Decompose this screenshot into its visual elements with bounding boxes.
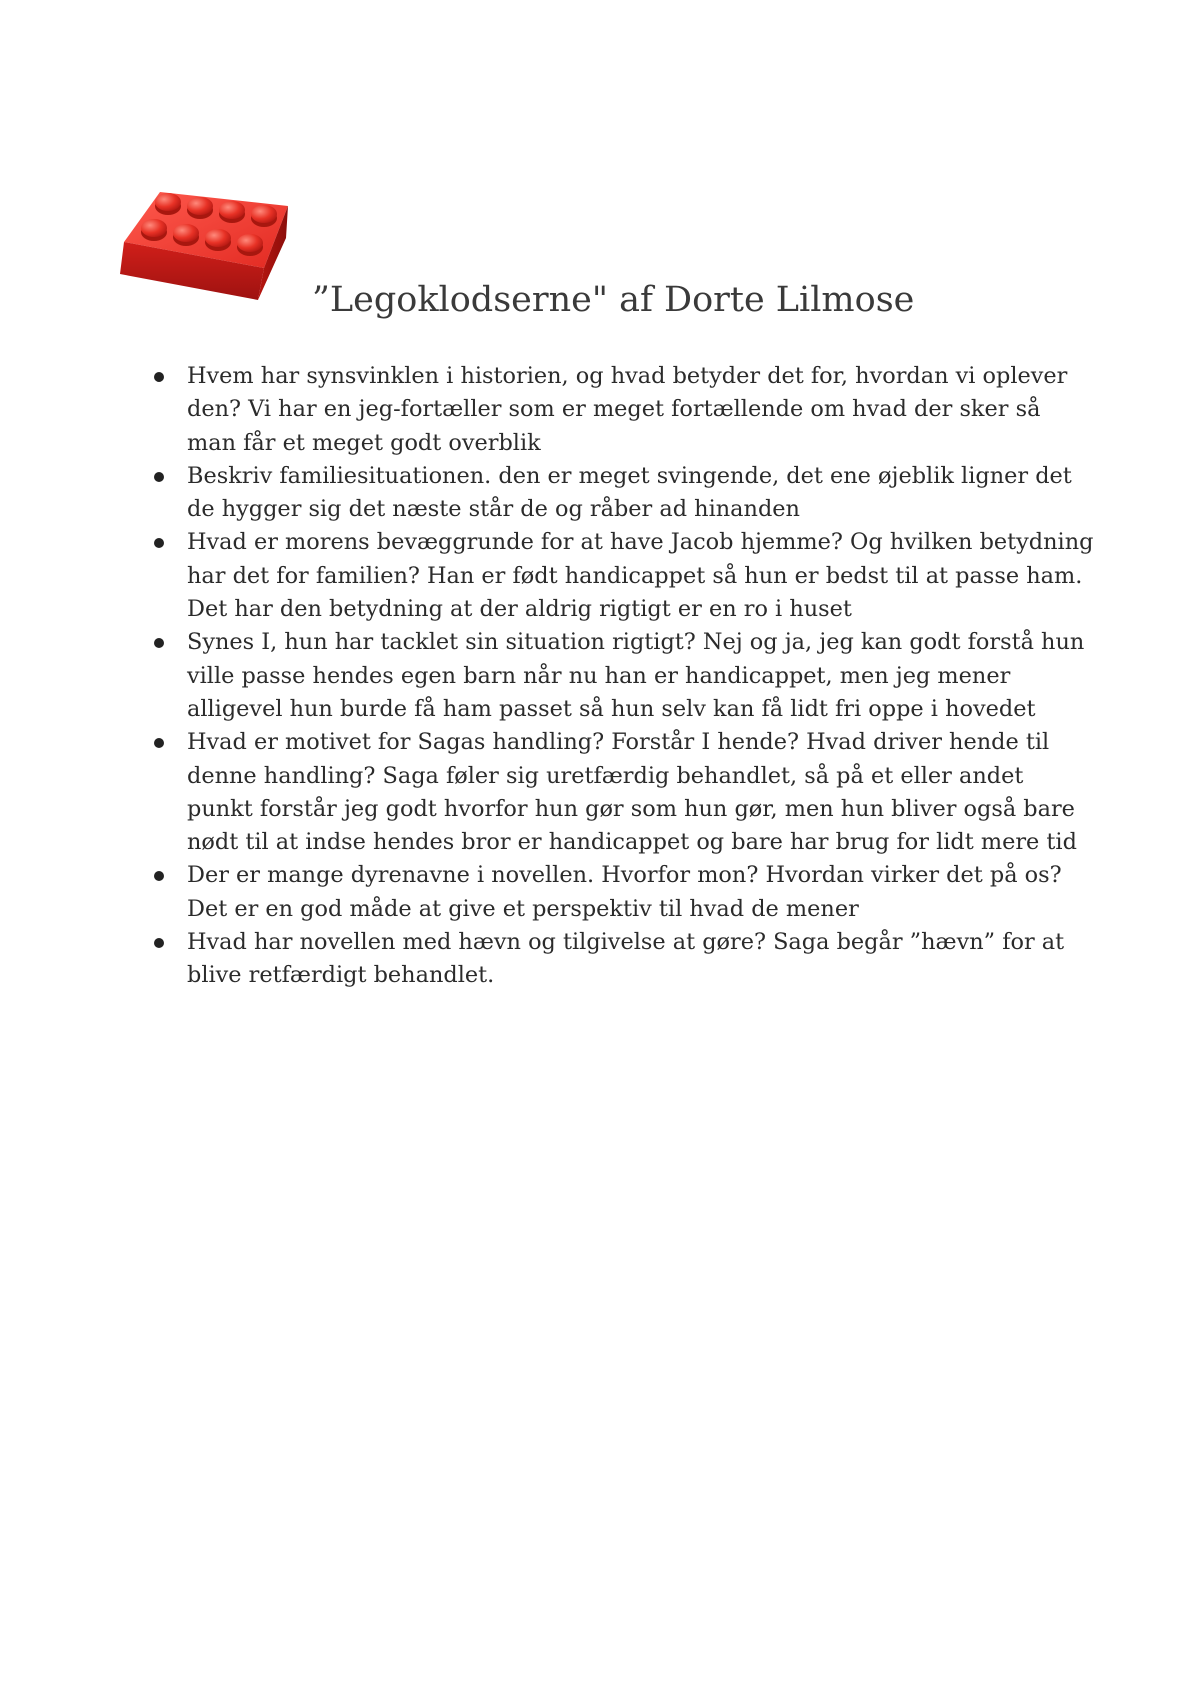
bullet-dot-icon	[154, 472, 164, 482]
bullet-dot-icon	[154, 871, 164, 881]
list-item-text: Synes I, hun har tacklet sin situation rigtigt? Nej og ja, jeg kan godt forstå hun ville passe hendes egen barn når nu han er handicappet, men jeg mener alligevel hun burde få ham passet så hun selv kan få lidt fri oppe i hovedet	[187, 629, 1085, 722]
list-item	[150, 726, 1095, 859]
lego-brick-image	[118, 180, 308, 320]
bullet-dot-icon	[154, 738, 164, 748]
list-item-text: Hvad er motivet for Sagas handling? Forstår I hende? Hvad driver hende til denne handling? Saga føler sig uretfærdig behandlet, så på et eller andet punkt forstår jeg godt hvorfor hun gør som hun gør, men hun bliver også bare nødt til at indse hendes bror er handicappet og bare har brug for lidt mere tid	[187, 729, 1077, 856]
list-item-text: Hvad er morens bevæggrunde for at have Jacob hjemme? Og hvilken betydning har det for familien? Han er født handicappet så hun er bedst til at passe ham. Det har den betydning at der aldrig rigtigt er en ro i huset	[187, 529, 1094, 623]
list-item-text: Beskriv familiesituationen. den er meget svingende, det ene øjeblik ligner det de hygger sig det næste står de og råber ad hinanden	[187, 462, 1072, 523]
bullet-dot-icon	[154, 372, 164, 382]
bullet-dot-icon	[154, 538, 164, 548]
list-item-text: Der er mange dyrenavne i novellen. Hvorfor mon? Hvordan virker det på os? Det er en god måde at give et perspektiv til hvad de mener	[187, 862, 1062, 922]
list-item-text: Hvem har synsvinklen i historien, og hvad betyder det for, hvordan vi oplever den? Vi har en jeg-fortæller som er meget fortællende om hvad der sker så man får et meget godt overblik	[187, 363, 1068, 456]
question-list	[150, 360, 1095, 993]
list-item	[150, 460, 1095, 527]
bullet-dot-icon	[154, 638, 164, 648]
list-item	[150, 526, 1095, 626]
document-title: ”Legoklodserne" af Dorte Lilmose	[312, 280, 915, 320]
list-item-text: Hvad har novellen med hævn og tilgivelse at gøre? Saga begår ”hævn” for at blive retfærdigt behandlet.	[187, 929, 1065, 989]
list-item	[150, 360, 1095, 460]
list-item	[150, 926, 1095, 993]
bullet-dot-icon	[154, 938, 164, 948]
list-item	[150, 626, 1095, 726]
list-item	[150, 859, 1095, 926]
